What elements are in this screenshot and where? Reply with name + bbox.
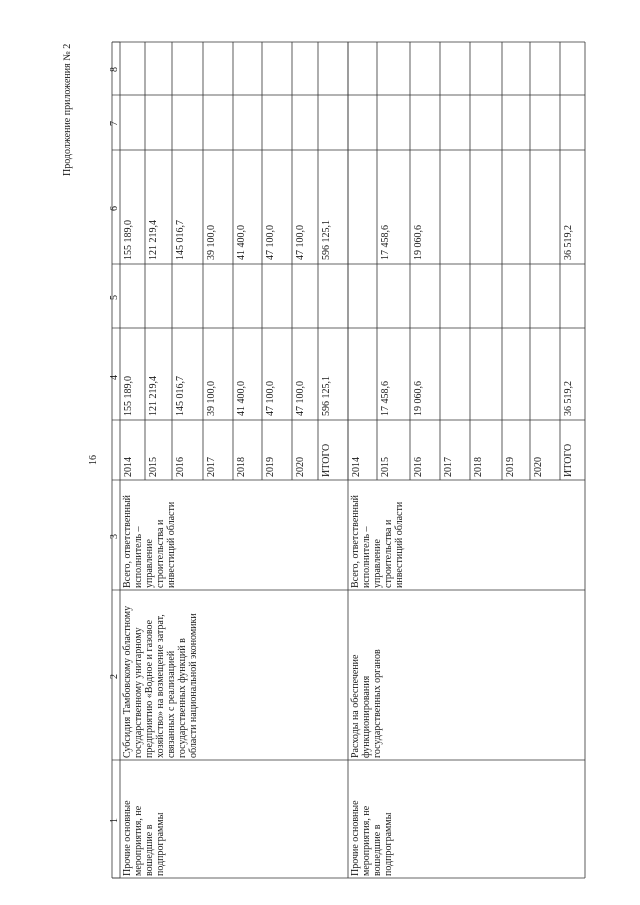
block-1-row-year: 2016 (413, 457, 424, 477)
block-1-row-year: 2018 (473, 457, 484, 477)
block-1-row-value-col6: 36 519,2 (563, 225, 574, 260)
block-1-col3-line: Всего, ответственный (350, 494, 361, 588)
block-0-col2-line: государственных функций в (177, 638, 188, 758)
block-0-row-year: 2015 (148, 457, 159, 477)
block-1-row-value-col4: 19 060,6 (413, 381, 424, 416)
block-1-col1-line: вошедшие в (372, 824, 383, 876)
block-0-row-year: 2019 (265, 457, 276, 477)
block-0-row-value-col4: 596 125,1 (321, 376, 332, 416)
block-1-row-value-col4: 36 519,2 (563, 381, 574, 416)
column-number-4: 4 (109, 375, 120, 380)
block-1-col1-line: мероприятия, не (361, 805, 372, 876)
block-0-row-value-col4: 145 016,7 (175, 376, 186, 416)
block-1-col2-line: функционирования (361, 675, 372, 758)
block-1-row-year: 2014 (351, 457, 362, 477)
block-1-col3-line: строительства и (383, 519, 394, 588)
block-1-row-value-col6: 17 458,6 (380, 225, 391, 260)
column-number-6: 6 (109, 206, 120, 211)
block-0-row-value-col4: 39 100,0 (206, 381, 217, 416)
block-0-col2-line: связанных с реализацией (166, 650, 177, 758)
block-0-row-year: 2014 (123, 457, 134, 477)
block-0-row-value-col6: 47 100,0 (265, 225, 276, 260)
block-1-row-year: 2020 (533, 457, 544, 477)
block-0-col3-line: управление (144, 539, 155, 588)
block-0-col3-line: Всего, ответственный (122, 494, 133, 588)
block-1-col2-line: Расходы на обеспечение (350, 654, 361, 758)
block-0-row-year: 2016 (175, 457, 186, 477)
block-1-row-value-col4: 17 458,6 (380, 381, 391, 416)
block-0-col1-line: мероприятия, не (133, 805, 144, 876)
block-0-col1-line: вошедшие в (144, 824, 155, 876)
block-0-row-value-col4: 121 219,4 (148, 376, 159, 416)
block-1-row-year: ИТОГО (563, 443, 574, 477)
block-1-col1-line: подпрограммы (383, 812, 394, 876)
block-1-col2-line: государственных органов (372, 649, 383, 758)
block-0-row-value-col6: 47 100,0 (295, 225, 306, 260)
block-0-row-year: ИТОГО (321, 443, 332, 477)
block-0-row-value-col4: 47 100,0 (265, 381, 276, 416)
block-0-col2-line: Субсидия Тамбовскому областному (122, 605, 133, 758)
block-1-row-year: 2015 (380, 457, 391, 477)
block-0-row-value-col6: 39 100,0 (206, 225, 217, 260)
column-number-3: 3 (109, 534, 120, 539)
block-0-row-year: 2018 (236, 457, 247, 477)
column-number-7: 7 (109, 121, 120, 126)
block-1-row-year: 2019 (505, 457, 516, 477)
block-1-row-value-col6: 19 060,6 (413, 225, 424, 260)
block-1-col3-line: инвестиций области (394, 501, 405, 588)
block-0-col1-line: Прочие основные (122, 800, 133, 876)
column-number-5: 5 (109, 295, 120, 300)
block-0-col3-line: исполнитель – (133, 526, 144, 588)
block-0-col2-line: предприятию «Водное и газовое (144, 619, 155, 758)
block-0-col1-line: подпрограммы (155, 812, 166, 876)
block-0-row-value-col6: 121 219,4 (148, 220, 159, 260)
block-1-col3-line: управление (372, 539, 383, 588)
block-0-row-value-col4: 41 400,0 (236, 381, 247, 416)
block-0-col2-line: области национальной экономики (188, 613, 199, 758)
block-0-row-value-col6: 41 400,0 (236, 225, 247, 260)
block-1-col1-line: Прочие основные (350, 800, 361, 876)
block-1-col3-line: исполнитель – (361, 526, 372, 588)
block-0-col2-line: хозяйство» на возмещение затрат, (155, 614, 166, 758)
column-number-1: 1 (109, 818, 120, 823)
block-1-row-year: 2017 (443, 457, 454, 477)
block-0-row-value-col6: 155 189,0 (123, 220, 134, 260)
column-number-8: 8 (109, 67, 120, 72)
block-0-col3-line: инвестиций области (166, 501, 177, 588)
block-0-row-value-col4: 47 100,0 (295, 381, 306, 416)
block-0-row-year: 2017 (206, 457, 217, 477)
page-number-text: 16 (88, 455, 99, 465)
block-0-row-value-col6: 596 125,1 (321, 220, 332, 260)
block-0-row-value-col6: 145 016,7 (175, 220, 186, 260)
column-number-2: 2 (109, 674, 120, 679)
block-0-row-value-col4: 155 189,0 (123, 376, 134, 416)
block-0-row-year: 2020 (295, 457, 306, 477)
block-0-col3-line: строительства и (155, 519, 166, 588)
block-0-col2-line: государственному унитарному (133, 627, 144, 758)
appendix-note-text: Продолжение приложения № 2 (62, 43, 73, 176)
